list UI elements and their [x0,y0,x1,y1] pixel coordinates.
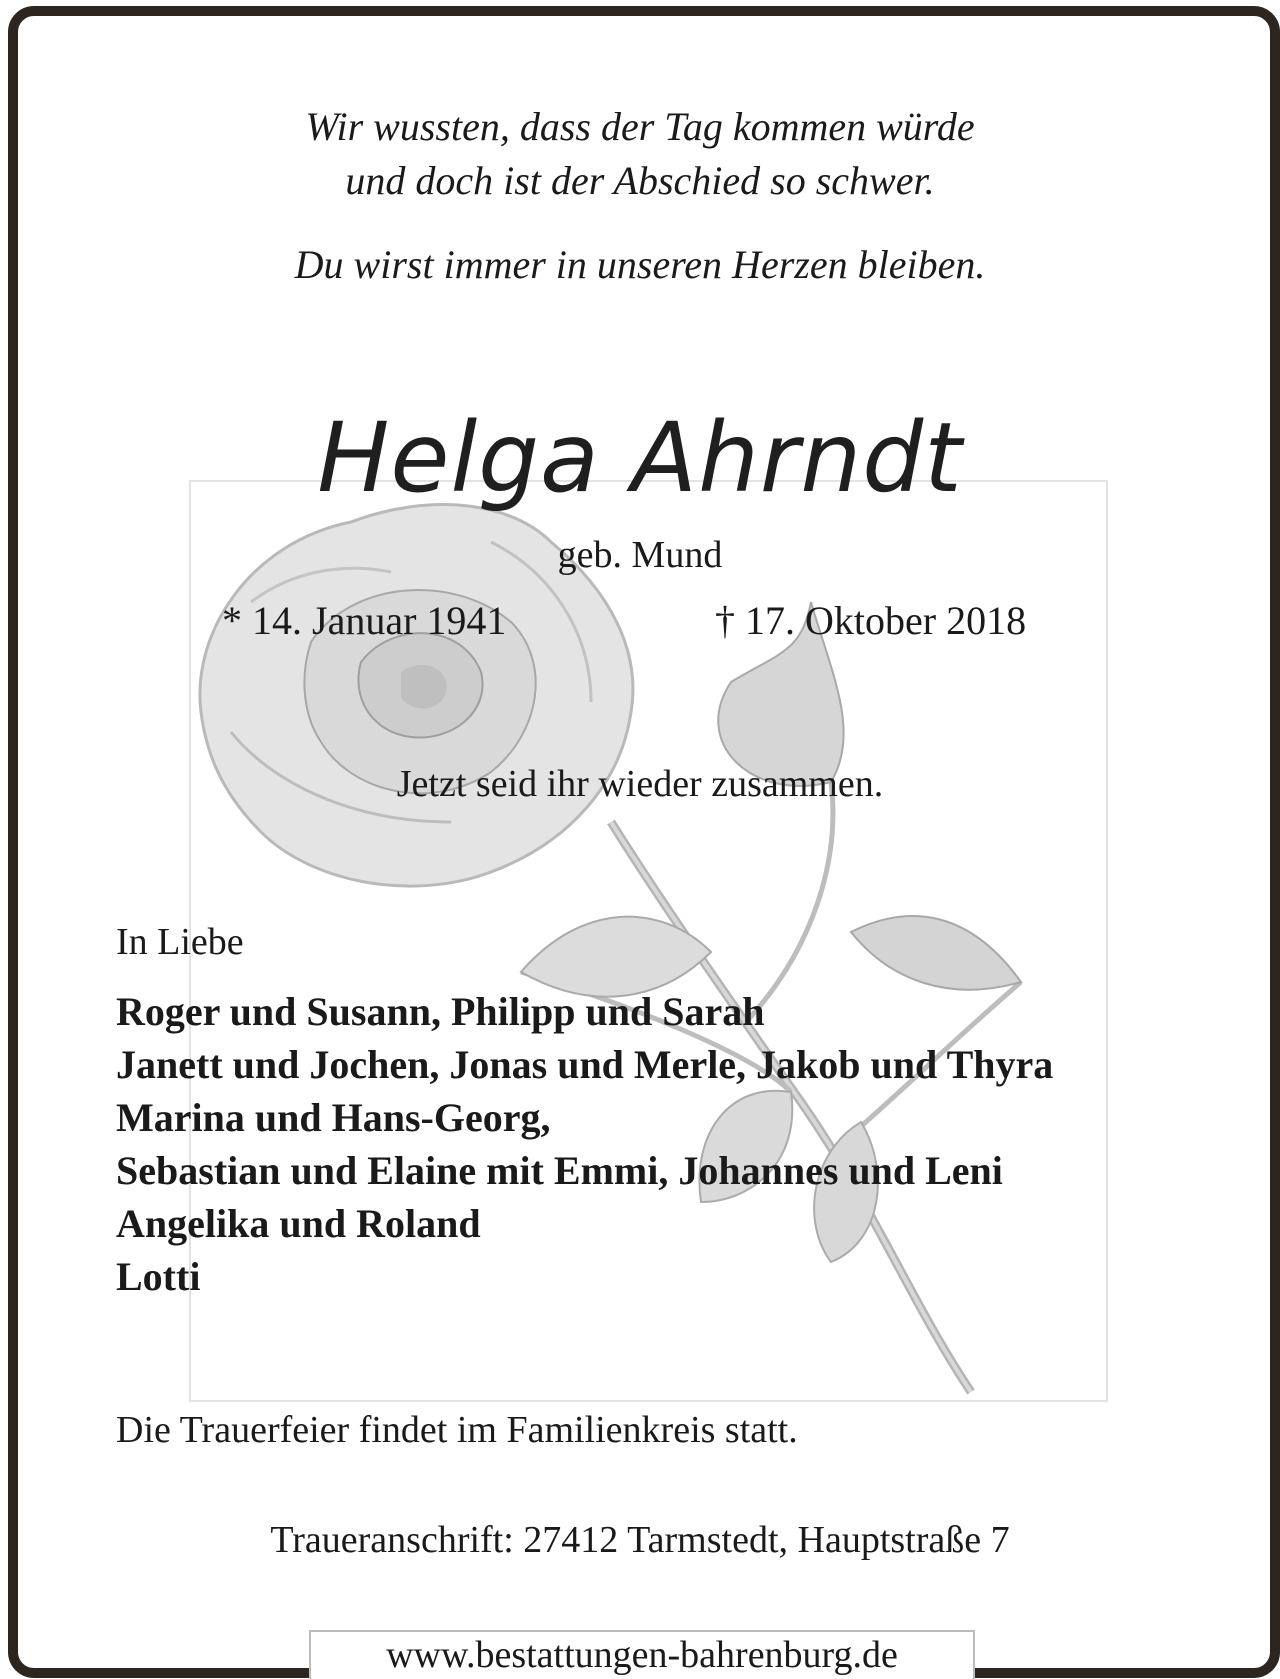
quote-line-3: Du wirst immer in unseren Herzen bleiben. [294,242,986,287]
birth-name: geb. Mund [557,534,723,576]
reunion-text: Jetzt seid ihr wieder zusammen. [396,763,884,805]
birth-date: * 14. Januar 1941 [222,598,507,643]
death-date: † 17. Oktober 2018 [715,598,1027,643]
family-line: Angelika und Roland [116,1201,481,1246]
family-line: Sebastian und Elaine mit Emmi, Johannes und Leni [116,1148,1003,1193]
family-line: Roger und Susann, Philipp und Sarah [116,989,765,1034]
family-list [116,985,1053,1303]
ceremony-note: Die Trauerfeier findet im Familienkreis statt. [116,1409,798,1451]
website-link[interactable]: www.bestattungen-bahrenburg.de [309,1630,975,1679]
memorial-quote [0,100,1280,208]
mourning-address: Traueranschrift: 27412 Tarmstedt, Hauptstraße 7 [270,1519,1010,1561]
in-love-label: In Liebe [116,921,244,963]
quote-line-2: und doch ist der Abschied so schwer. [345,158,935,203]
deceased-name: Helga Ahrndt [317,402,963,514]
family-line: Marina und Hans-Georg, [116,1095,551,1140]
family-line: Lotti [116,1254,201,1299]
family-line: Janett und Jochen, Jonas und Merle, Jakob und Thyra [116,1042,1054,1087]
quote-line-1: Wir wussten, dass der Tag kommen würde [305,104,975,149]
